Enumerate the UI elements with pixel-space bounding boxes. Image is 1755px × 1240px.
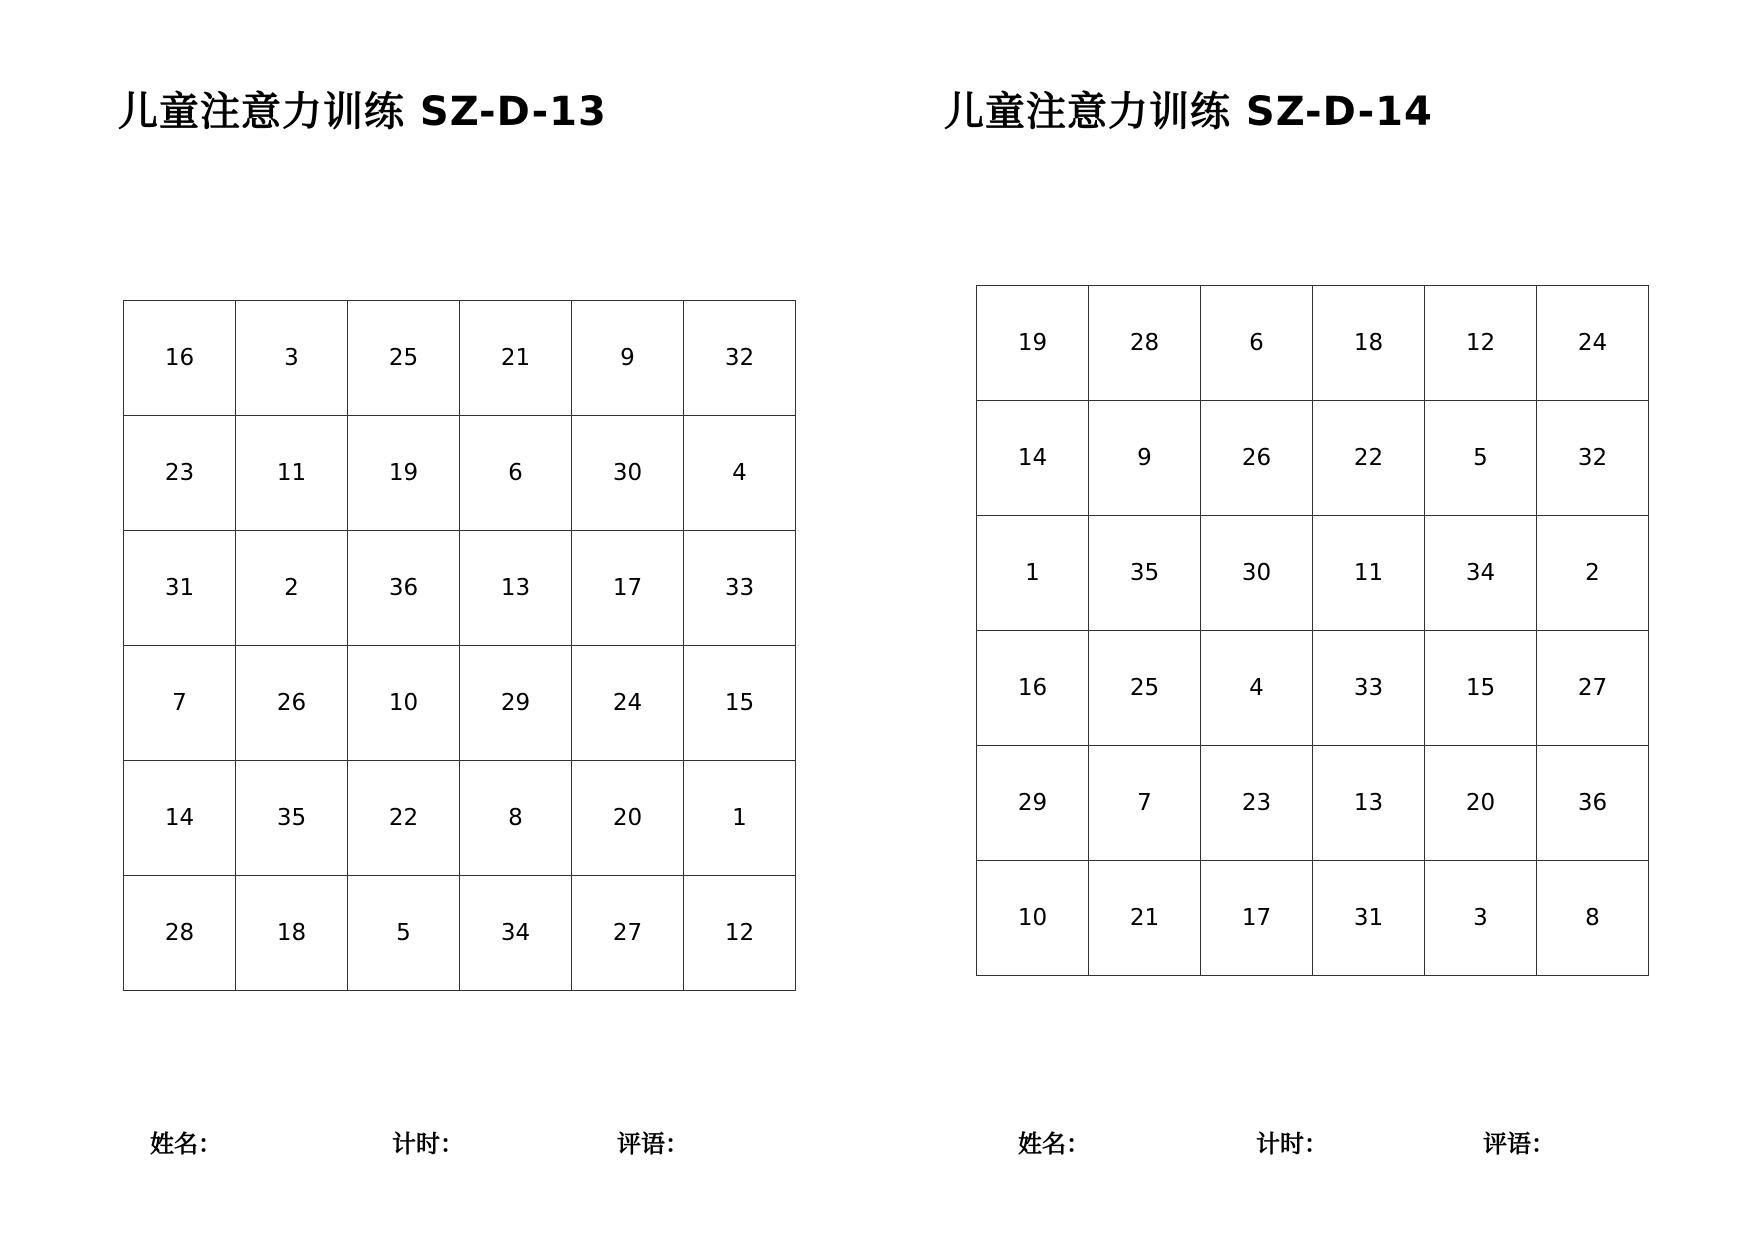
grid-cell: 16 [977, 631, 1089, 746]
grid-cell: 2 [236, 531, 348, 646]
grid-cell: 24 [572, 646, 684, 761]
grid-cell: 18 [236, 876, 348, 991]
sheet-title-sz-d-14: 儿童注意力训练 SZ-D-14 [944, 89, 1433, 135]
grid-cell: 17 [1201, 861, 1313, 976]
grid-cell: 22 [348, 761, 460, 876]
grid-cell: 27 [1537, 631, 1649, 746]
grid-cell: 14 [977, 401, 1089, 516]
grid-cell: 12 [684, 876, 796, 991]
grid-cell: 25 [1089, 631, 1201, 746]
grid-cell: 1 [684, 761, 796, 876]
grid-cell: 33 [1313, 631, 1425, 746]
grid-cell: 34 [460, 876, 572, 991]
grid-cell: 8 [460, 761, 572, 876]
grid-cell: 14 [124, 761, 236, 876]
grid-cell: 32 [1537, 401, 1649, 516]
grid-cell: 27 [572, 876, 684, 991]
sheet-title-sz-d-13: 儿童注意力训练 SZ-D-13 [118, 89, 607, 135]
grid-cell: 15 [684, 646, 796, 761]
grid-cell: 35 [236, 761, 348, 876]
grid-cell: 7 [1089, 746, 1201, 861]
grid-cell: 5 [1425, 401, 1537, 516]
grid-row [124, 876, 796, 991]
grid-cell: 10 [977, 861, 1089, 976]
grid-cell: 10 [348, 646, 460, 761]
grid-row [977, 516, 1649, 631]
grid-cell: 3 [236, 301, 348, 416]
grid-cell: 32 [684, 301, 796, 416]
grid-cell: 12 [1425, 286, 1537, 401]
grid-cell: 17 [572, 531, 684, 646]
grid-cell: 20 [1425, 746, 1537, 861]
grid-cell: 29 [977, 746, 1089, 861]
grid-cell: 15 [1425, 631, 1537, 746]
grid-cell: 19 [977, 286, 1089, 401]
name-label-right: 姓名： [1018, 1130, 1090, 1158]
grid-cell: 16 [124, 301, 236, 416]
grid-cell: 31 [1313, 861, 1425, 976]
grid-cell: 7 [124, 646, 236, 761]
grid-cell: 29 [460, 646, 572, 761]
grid-row [124, 761, 796, 876]
grid-row [124, 646, 796, 761]
grid-row [124, 301, 796, 416]
grid-cell: 30 [1201, 516, 1313, 631]
grid-row [977, 861, 1649, 976]
name-label-left: 姓名： [150, 1130, 222, 1158]
grid-cell: 6 [460, 416, 572, 531]
grid-cell: 25 [348, 301, 460, 416]
grid-cell: 6 [1201, 286, 1313, 401]
grid-row [124, 531, 796, 646]
grid-row [977, 746, 1649, 861]
grid-cell: 13 [1313, 746, 1425, 861]
grid-cell: 26 [236, 646, 348, 761]
grid-cell: 11 [236, 416, 348, 531]
grid-cell: 9 [572, 301, 684, 416]
grid-row [977, 401, 1649, 516]
grid-cell: 1 [977, 516, 1089, 631]
grid-cell: 4 [1201, 631, 1313, 746]
grid-cell: 31 [124, 531, 236, 646]
grid-cell: 28 [124, 876, 236, 991]
grid-cell: 8 [1537, 861, 1649, 976]
grid-cell: 34 [1425, 516, 1537, 631]
schulte-grid-sz-d-14 [976, 285, 1649, 976]
grid-cell: 23 [124, 416, 236, 531]
time-label-right: 计时： [1256, 1130, 1328, 1158]
grid-cell: 22 [1313, 401, 1425, 516]
grid-cell: 3 [1425, 861, 1537, 976]
grid-cell: 33 [684, 531, 796, 646]
grid-cell: 2 [1537, 516, 1649, 631]
grid-cell: 23 [1201, 746, 1313, 861]
grid-cell: 30 [572, 416, 684, 531]
comment-label-left: 评语： [617, 1130, 689, 1158]
comment-label-right: 评语： [1483, 1130, 1555, 1158]
grid-cell: 13 [460, 531, 572, 646]
grid-cell: 11 [1313, 516, 1425, 631]
grid-cell: 20 [572, 761, 684, 876]
grid-cell: 5 [348, 876, 460, 991]
grid-cell: 26 [1201, 401, 1313, 516]
grid-row [124, 416, 796, 531]
grid-cell: 19 [348, 416, 460, 531]
grid-cell: 35 [1089, 516, 1201, 631]
grid-cell: 21 [1089, 861, 1201, 976]
grid-cell: 36 [1537, 746, 1649, 861]
grid-cell: 28 [1089, 286, 1201, 401]
schulte-grid-sz-d-13 [123, 300, 796, 991]
grid-cell: 4 [684, 416, 796, 531]
grid-row [977, 286, 1649, 401]
grid-cell: 18 [1313, 286, 1425, 401]
grid-cell: 9 [1089, 401, 1201, 516]
grid-cell: 36 [348, 531, 460, 646]
grid-cell: 24 [1537, 286, 1649, 401]
grid-row [977, 631, 1649, 746]
grid-cell: 21 [460, 301, 572, 416]
time-label-left: 计时： [392, 1130, 464, 1158]
